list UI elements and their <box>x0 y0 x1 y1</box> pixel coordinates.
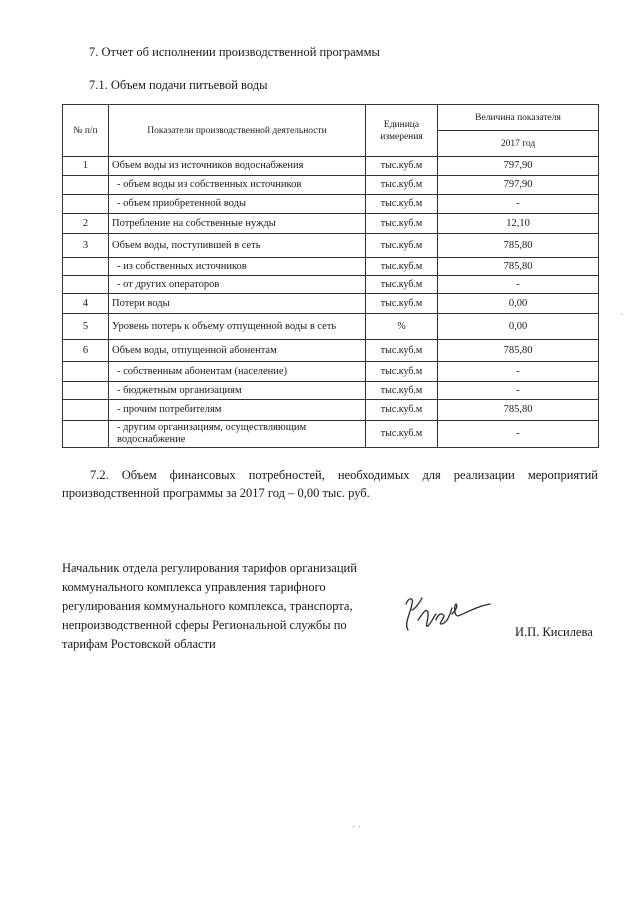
row-indicator: - прочим потребителям <box>109 400 366 421</box>
table-row <box>63 340 599 362</box>
row-value: 785,80 <box>438 400 599 421</box>
row-indicator: - из собственных источников <box>109 258 366 276</box>
row-unit: тыс.куб.м <box>366 195 438 214</box>
row-value: - <box>438 195 599 214</box>
subsection-title: 7.1. Объем подачи питьевой воды <box>89 78 268 92</box>
header-value: Величина показателя <box>438 105 599 131</box>
header-num: № п/п <box>63 105 109 157</box>
row-value: 797,90 <box>438 176 599 195</box>
row-value: 0,00 <box>438 294 599 314</box>
row-value: - <box>438 362 599 382</box>
row-value: - <box>438 276 599 294</box>
table-row <box>63 258 599 276</box>
table-row <box>63 276 599 294</box>
row-num: 6 <box>63 340 109 362</box>
row-unit: тыс.куб.м <box>366 362 438 382</box>
row-indicator: Объем воды из источников водоснабжения <box>109 157 366 176</box>
water-supply-table <box>62 104 599 448</box>
signatory-position <box>62 559 382 654</box>
row-unit: тыс.куб.м <box>366 258 438 276</box>
row-indicator: Объем воды, поступившей в сеть <box>109 234 366 258</box>
row-unit: % <box>366 314 438 340</box>
row-unit: тыс.куб.м <box>366 400 438 421</box>
position-line: коммунального комплекса управления тарифного <box>62 580 326 594</box>
row-num <box>63 400 109 421</box>
row-num: 4 <box>63 294 109 314</box>
header-indicator: Показатели производственной деятельности <box>109 105 366 157</box>
table-row <box>63 294 599 314</box>
row-value: 785,80 <box>438 340 599 362</box>
paragraph-line-1: 7.2. Объем финансовых потребностей, необходимых для реализации мероприятий <box>90 468 598 482</box>
row-indicator: - от других операторов <box>109 276 366 294</box>
table-row <box>63 214 599 234</box>
row-unit: тыс.куб.м <box>366 234 438 258</box>
row-num <box>63 195 109 214</box>
table-row <box>63 234 599 258</box>
position-line: регулирования коммунального комплекса, транспорта, <box>62 599 353 613</box>
row-indicator: - объем приобретенной воды <box>109 195 366 214</box>
row-unit: тыс.куб.м <box>366 340 438 362</box>
table-row <box>63 314 599 340</box>
row-indicator: - другим организациям, осуществляющим водоснабжение <box>109 421 366 448</box>
row-num: 2 <box>63 214 109 234</box>
row-num <box>63 258 109 276</box>
row-value: 785,80 <box>438 234 599 258</box>
row-value: - <box>438 421 599 448</box>
row-value: 797,90 <box>438 157 599 176</box>
row-indicator: Потребление на собственные нужды <box>109 214 366 234</box>
row-num: 5 <box>63 314 109 340</box>
row-num <box>63 362 109 382</box>
scan-mark: · <box>620 310 624 321</box>
header-year: 2017 год <box>438 131 599 157</box>
row-indicator: Уровень потерь к объему отпущенной воды в сеть <box>109 314 366 340</box>
scan-mark: · · <box>352 822 362 833</box>
table-row <box>63 362 599 382</box>
section-title: 7. Отчет об исполнении производственной программы <box>89 45 380 59</box>
row-unit: тыс.куб.м <box>366 421 438 448</box>
row-value: 12,10 <box>438 214 599 234</box>
signatory-name: И.П. Кисилева <box>515 625 593 639</box>
header-unit: Единица измерения <box>366 105 438 157</box>
position-line: Начальник отдела регулирования тарифов организаций <box>62 561 357 575</box>
row-num <box>63 176 109 195</box>
row-unit: тыс.куб.м <box>366 214 438 234</box>
row-unit: тыс.куб.м <box>366 276 438 294</box>
table-row <box>63 400 599 421</box>
row-unit: тыс.куб.м <box>366 382 438 400</box>
row-unit: тыс.куб.м <box>366 294 438 314</box>
table-row <box>63 382 599 400</box>
table-row <box>63 421 599 448</box>
row-unit: тыс.куб.м <box>366 176 438 195</box>
row-value: 0,00 <box>438 314 599 340</box>
table-row <box>63 195 599 214</box>
position-line: непроизводственной сферы Региональной службы по <box>62 618 347 632</box>
row-num <box>63 382 109 400</box>
row-indicator: Потери воды <box>109 294 366 314</box>
row-indicator: - бюджетным организациям <box>109 382 366 400</box>
row-num <box>63 421 109 448</box>
financial-needs-paragraph <box>62 466 598 502</box>
table-row <box>63 176 599 195</box>
row-value: - <box>438 382 599 400</box>
position-line: тарифам Ростовской области <box>62 637 216 651</box>
row-unit: тыс.куб.м <box>366 157 438 176</box>
row-num: 3 <box>63 234 109 258</box>
table-row <box>63 157 599 176</box>
handwritten-signature <box>398 590 498 640</box>
row-indicator: - собственным абонентам (население) <box>109 362 366 382</box>
row-num: 1 <box>63 157 109 176</box>
paragraph-line-2: производственной программы за 2017 год – 0,00 тыс. руб. <box>62 486 370 500</box>
row-indicator: Объем воды, отпущенной абонентам <box>109 340 366 362</box>
row-indicator: - объем воды из собственных источников <box>109 176 366 195</box>
row-value: 785,80 <box>438 258 599 276</box>
row-num <box>63 276 109 294</box>
